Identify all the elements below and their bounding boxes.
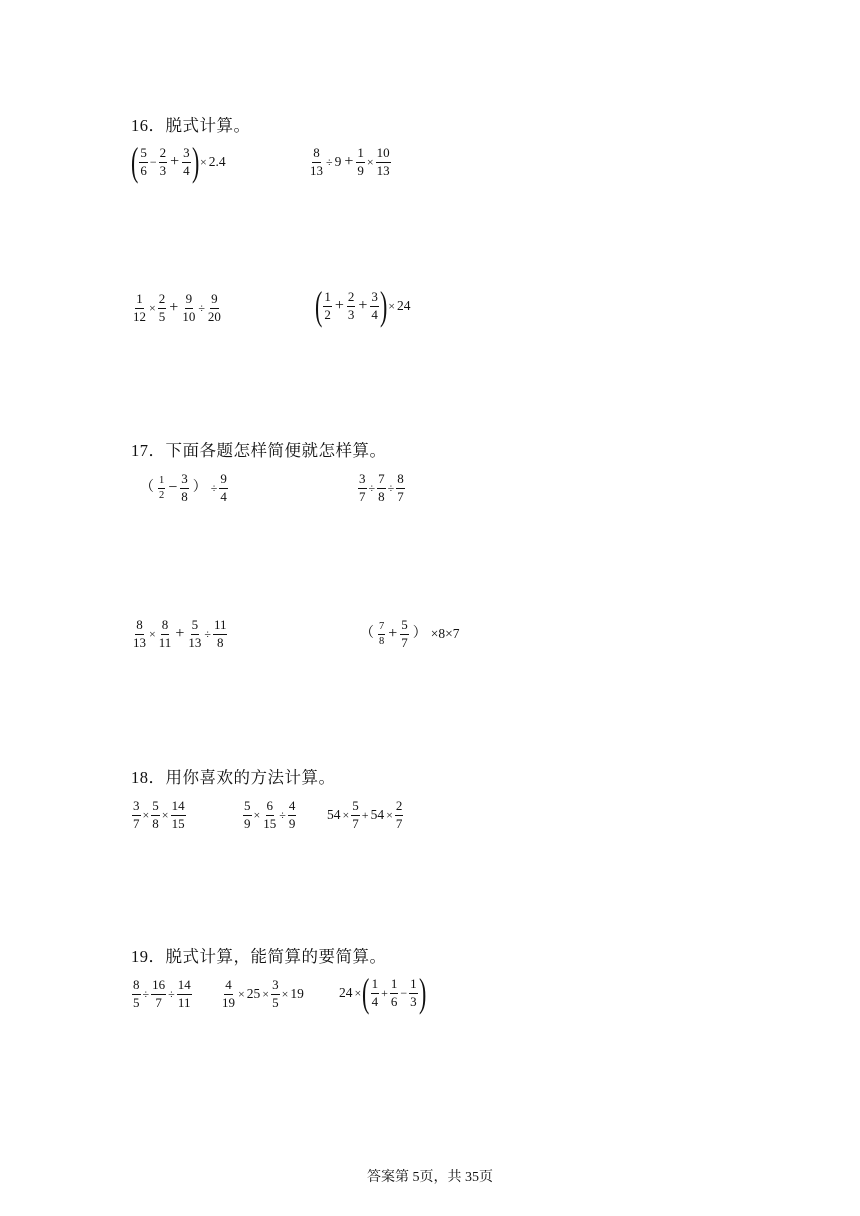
fraction: $\frac{5}{7}$ — [401, 617, 408, 650]
fraction: $\frac{9}{4}$ — [220, 471, 227, 504]
q17-expression-3 — [131, 614, 228, 654]
fraction: $\frac{7}{8}$ — [379, 620, 385, 647]
fraction: $\frac{8}{13}$ — [310, 145, 323, 178]
q16-expression-3 — [131, 288, 223, 328]
fraction: $\frac{9}{20}$ — [207, 291, 221, 324]
fraction: $\frac{4}{19}$ — [222, 977, 235, 1010]
right-paren: ） — [412, 626, 427, 641]
left-paren: ( — [130, 139, 139, 184]
operator: ÷ — [168, 987, 175, 1001]
q19-expression-2 — [220, 974, 305, 1014]
operator: + — [358, 297, 368, 314]
operator: + — [361, 808, 369, 822]
operator: × — [199, 155, 207, 169]
q16-expression-1 — [130, 139, 227, 184]
operator: × — [149, 627, 156, 641]
q18-expression-2 — [242, 795, 297, 835]
q18-expression-3 — [326, 795, 404, 835]
fraction: $\frac{1}{6}$ — [390, 976, 398, 1009]
operator: + — [344, 153, 354, 170]
fraction: $\frac{8}{11}$ — [158, 617, 172, 650]
fraction: $\frac{3}{8}$ — [181, 471, 188, 504]
fraction: $\frac{1}{2}$ — [159, 474, 165, 501]
number: 25 — [246, 986, 261, 1002]
fraction: $\frac{1}{12}$ — [133, 291, 146, 324]
fraction: $\frac{1}{3}$ — [410, 976, 417, 1009]
fraction: $\frac{1}{2}$ — [324, 289, 331, 322]
left-paren: （ — [360, 626, 374, 641]
left-paren: ( — [362, 970, 370, 1015]
fraction: $\frac{8}{13}$ — [133, 617, 146, 650]
operator: ÷ — [142, 987, 150, 1001]
q16-expression-2 — [308, 142, 392, 182]
fraction: $\frac{11}{8}$ — [213, 617, 227, 650]
expression-tail: ×8×7 — [430, 626, 460, 642]
number: 19 — [290, 986, 304, 1002]
operator: × — [342, 808, 350, 822]
fraction: $\frac{2}{7}$ — [395, 798, 403, 831]
number: 24 — [397, 298, 411, 314]
operator: + — [170, 153, 180, 170]
fraction: $\frac{5}{9}$ — [244, 798, 251, 831]
fraction: $\frac{9}{10}$ — [182, 291, 196, 324]
fraction: $\frac{3}{5}$ — [272, 977, 279, 1010]
q18-heading: 18．用你喜欢的方法计算。 — [131, 768, 336, 787]
right-paren: ) — [379, 283, 388, 328]
fraction: $\frac{8}{7}$ — [397, 471, 404, 504]
number: 9 — [334, 154, 342, 170]
operator: × — [366, 155, 374, 169]
fraction: $\frac{5}{13}$ — [188, 617, 202, 650]
fraction: $\frac{2}{3}$ — [347, 289, 355, 322]
fraction: $\frac{5}{6}$ — [140, 145, 147, 178]
right-paren: ) — [191, 139, 199, 184]
operator: × — [161, 808, 169, 822]
operator: ÷ — [210, 481, 218, 495]
q16-expression-4 — [314, 283, 412, 328]
fraction: $\frac{3}{4}$ — [183, 145, 190, 178]
fraction: $\frac{16}{7}$ — [152, 977, 166, 1010]
q17-heading: 17．下面各题怎样简便就怎样算。 — [131, 441, 387, 460]
page-footer: 答案第 5页，共 35页 — [367, 1170, 493, 1185]
fraction: $\frac{2}{5}$ — [158, 291, 166, 324]
operator: ÷ — [198, 301, 205, 315]
operator: ÷ — [387, 481, 395, 495]
right-paren: ） — [192, 480, 207, 495]
fraction: $\frac{14}{11}$ — [177, 977, 191, 1010]
operator: × — [253, 808, 261, 822]
right-paren: ) — [418, 970, 427, 1015]
q17-expression-2 — [357, 469, 406, 507]
number: 2.4 — [208, 154, 226, 170]
fraction: $\frac{14}{15}$ — [171, 798, 185, 831]
fraction: $\frac{7}{8}$ — [378, 471, 385, 504]
operator: × — [262, 987, 270, 1001]
q18-expression-1 — [131, 795, 187, 835]
q19-expression-1 — [131, 974, 193, 1014]
operator: − — [400, 986, 408, 1000]
fraction: $\frac{8}{5}$ — [133, 977, 140, 1010]
operator: ÷ — [368, 481, 376, 495]
fraction: $\frac{1}{9}$ — [357, 145, 364, 178]
q17-expression-4 — [357, 614, 461, 654]
operator: + — [175, 625, 185, 642]
fraction: $\frac{3}{7}$ — [359, 471, 366, 504]
fraction: $\frac{3}{4}$ — [371, 289, 378, 322]
q19-heading: 19．脱式计算，能简算的要简算。 — [131, 947, 387, 966]
operator: × — [388, 299, 395, 313]
operator: − — [149, 155, 157, 169]
operator: + — [381, 986, 388, 1000]
number: 54 — [327, 807, 341, 823]
number: 24 — [339, 985, 353, 1001]
operator: ÷ — [204, 627, 211, 641]
operator: × — [149, 301, 156, 315]
number: 54 — [370, 807, 385, 823]
operator: × — [238, 987, 245, 1001]
operator: ÷ — [326, 155, 333, 169]
operator: × — [281, 987, 289, 1001]
fraction: $\frac{1}{4}$ — [371, 976, 379, 1009]
operator: + — [388, 625, 398, 642]
left-paren: （ — [140, 480, 154, 495]
q19-expression-3 — [338, 970, 427, 1015]
operator: × — [386, 808, 393, 822]
fraction: $\frac{5}{7}$ — [352, 798, 359, 831]
q16-heading: 16．脱式计算。 — [131, 116, 251, 135]
fraction: $\frac{5}{8}$ — [152, 798, 159, 831]
fraction: $\frac{6}{15}$ — [263, 798, 277, 831]
fraction: $\frac{4}{9}$ — [288, 798, 296, 831]
operator: × — [142, 808, 150, 822]
operator: × — [354, 986, 362, 1000]
operator: + — [169, 299, 179, 316]
fraction: $\frac{3}{7}$ — [133, 798, 140, 831]
fraction: $\frac{10}{13}$ — [376, 145, 390, 178]
q17-expression-1 — [137, 469, 229, 507]
operator: ÷ — [279, 808, 286, 822]
fraction: $\frac{2}{3}$ — [159, 145, 167, 178]
left-paren: ( — [314, 283, 323, 328]
operator: + — [334, 297, 344, 314]
operator: − — [168, 479, 178, 496]
